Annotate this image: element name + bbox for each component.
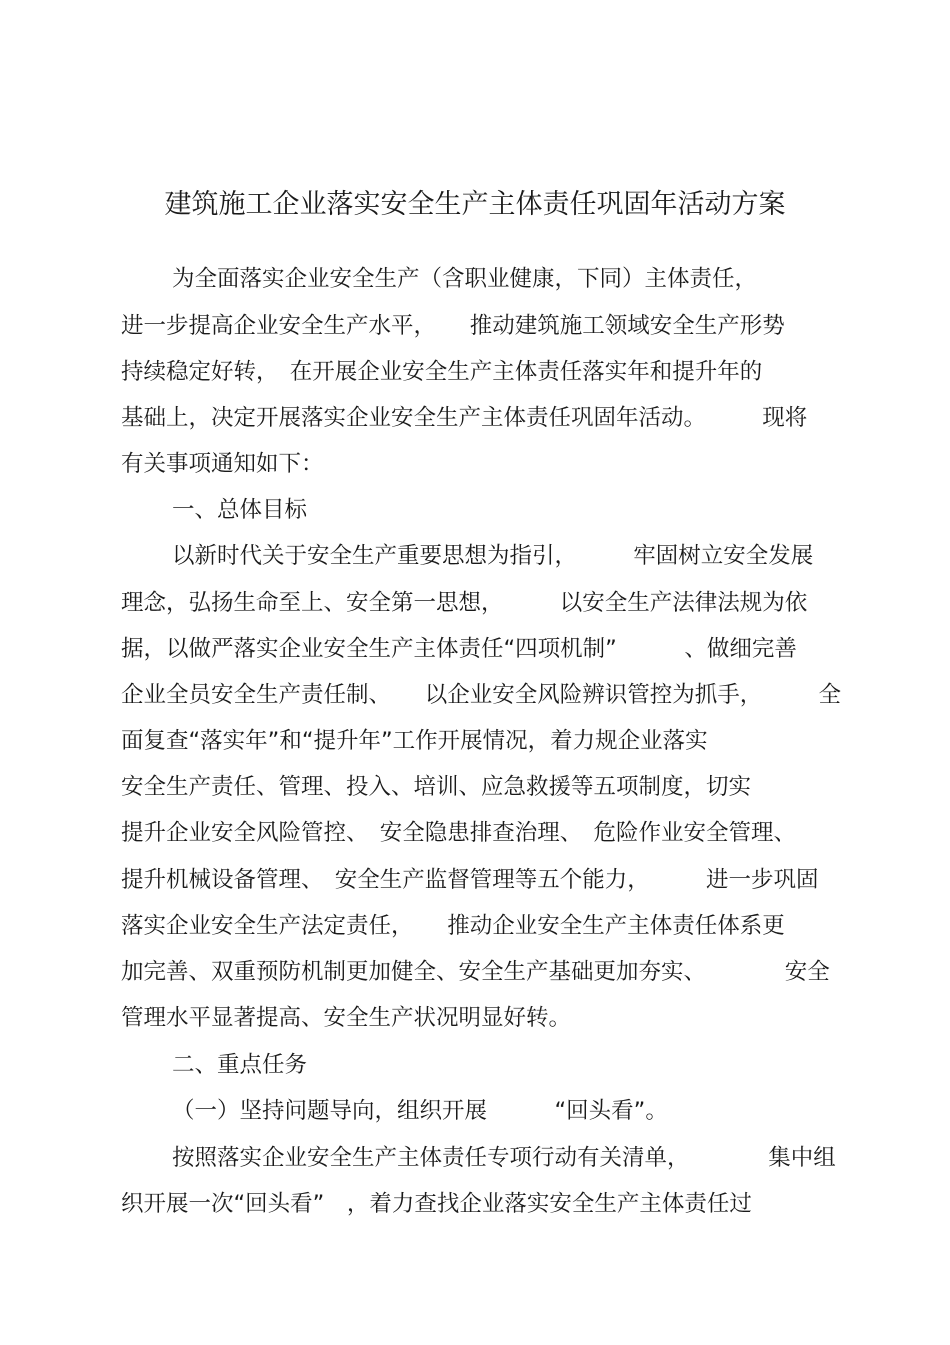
subsection-heading: （一）坚持问题导向，组织开展 “回头看”。 [172, 1098, 668, 1124]
paragraph-line: 进一步提高企业安全生产水平， 推动建筑施工领域安全生产形势 [121, 313, 785, 339]
paragraph-line: 提升机械设备管理、 安全生产监督管理等五个能力， 进一步巩固 [121, 867, 819, 893]
paragraph-line: 为全面落实企业安全生产（含职业健康，下同）主体责任， [172, 266, 758, 292]
paragraph-line: 以新时代关于安全生产重要思想为指引， 牢固树立安全发展 [172, 543, 814, 569]
paragraph-line: 基础上，决定开展落实企业安全生产主体责任巩固年活动。 现将 [121, 405, 808, 431]
paragraph-line: 有关事项通知如下： [121, 451, 324, 477]
paragraph-line: 提升企业安全风险管控、 安全隐患排查治理、 危险作业安全管理、 [121, 820, 797, 846]
paragraph-line: 按照落实企业安全生产主体责任专项行动有关清单， 集中组 [172, 1145, 836, 1171]
paragraph-line: 安全生产责任、管理、投入、培训、应急救援等五项制度，切实 [121, 774, 752, 800]
paragraph-line: 企业全员安全生产责任制、 以企业安全风险辨识管控为抓手， 全 [121, 682, 842, 708]
paragraph-line: 据，以做严落实企业安全生产主体责任“四项机制” 、做细完善 [121, 636, 797, 662]
paragraph-line: 持续稳定好转， 在开展企业安全生产主体责任落实年和提升年的 [121, 359, 763, 385]
paragraph-line: 织开展一次“回头看” ，着力查找企业落实安全生产主体责任过 [121, 1191, 752, 1217]
paragraph-line: 理念，弘扬生命至上、安全第一思想， 以安全生产法律法规为依 [121, 590, 808, 616]
paragraph-line: 管理水平显著提高、安全生产状况明显好转。 [121, 1005, 572, 1031]
paragraph-line: 加完善、双重预防机制更加健全、安全生产基础更加夯实、 安全 [121, 959, 830, 985]
section-heading: 一、总体目标 [172, 497, 308, 523]
section-heading: 二、重点任务 [172, 1052, 308, 1078]
paragraph-line: 面复查“落实年”和“提升年”工作开展情况，着力规企业落实 [121, 728, 708, 754]
paragraph-line: 落实企业安全生产法定责任， 推动企业安全生产主体责任体系更 [121, 913, 785, 939]
document-title: 建筑施工企业落实安全生产主体责任巩固年活动方案 [164, 189, 786, 220]
